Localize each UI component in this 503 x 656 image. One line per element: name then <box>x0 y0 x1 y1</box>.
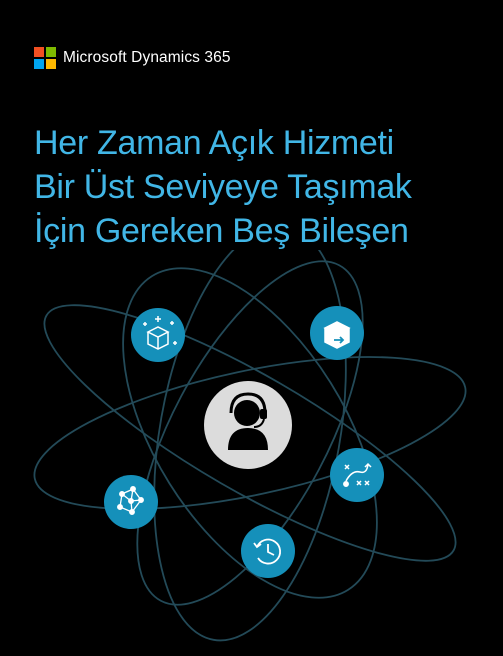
node-route-plan <box>330 448 384 502</box>
node-box-arrow <box>310 306 364 360</box>
title-line-1: Her Zaman Açık Hizmeti <box>34 124 394 162</box>
brand-name: Microsoft Dynamics 365 <box>63 49 231 66</box>
title-line-3: İçin Gereken Beş Bileşen <box>34 212 409 250</box>
node-network <box>104 475 158 529</box>
page-title <box>34 121 412 253</box>
node-box-sparkle <box>131 308 185 362</box>
center-node <box>204 381 292 469</box>
node-history-clock <box>241 524 295 578</box>
box-arrow-icon <box>325 322 349 348</box>
orbit-graphic <box>0 250 503 656</box>
brand-header <box>34 47 231 69</box>
microsoft-logo-icon <box>34 47 56 69</box>
title-line-2: Bir Üst Seviyeye Taşımak <box>34 168 412 206</box>
